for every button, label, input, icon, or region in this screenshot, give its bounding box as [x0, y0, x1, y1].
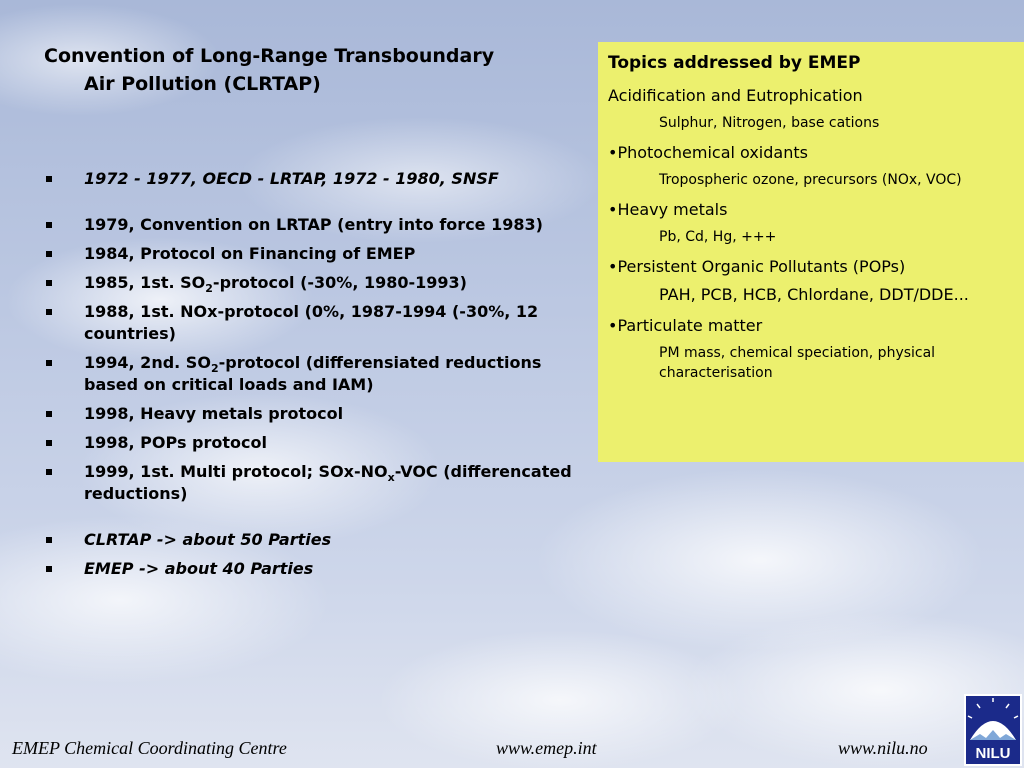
square-bullet-icon: [46, 280, 52, 286]
bullet-item: [44, 214, 589, 236]
nilu-logo: [964, 694, 1022, 766]
topics-panel: [598, 42, 1024, 462]
square-bullet-icon: [46, 469, 52, 475]
subscript: 2: [210, 362, 219, 376]
square-bullet-icon: [46, 309, 52, 315]
bullet-item: [44, 432, 589, 454]
bullet-text: -VOC (differencated reductions): [84, 462, 572, 503]
nilu-logo-text: NILU: [975, 745, 1011, 762]
subscript: x: [387, 471, 395, 485]
topic-detail: Sulphur, Nitrogen, base cations: [659, 115, 880, 131]
footer: [0, 738, 960, 766]
bullet-text: CLRTAP -> about 50 Parties: [84, 530, 332, 549]
bullet-text: 1994, 2nd. SO: [84, 353, 211, 372]
bullet-text: 1985, 1st. SO: [84, 273, 206, 292]
slide-title-line2: Air Pollution (CLRTAP): [84, 73, 321, 95]
square-bullet-icon: [46, 251, 52, 257]
footer-link-nilu[interactable]: www.nilu.no: [838, 738, 928, 758]
topic-heading: •Heavy metals: [608, 200, 728, 219]
bullet-text: EMEP -> about 40 Parties: [84, 559, 314, 578]
bullet-item: [44, 243, 589, 265]
square-bullet-icon: [46, 440, 52, 446]
square-bullet-icon: [46, 176, 52, 182]
bullet-item: [44, 168, 589, 190]
topic-heading: Acidification and Eutrophication: [608, 86, 863, 105]
bullet-item: [44, 403, 589, 425]
bullet-text: 1979, Convention on LRTAP (entry into force 1983): [84, 215, 543, 234]
topic-heading: •Persistent Organic Pollutants (POPs): [608, 257, 906, 276]
bullet-text: -protocol (-30%, 1980-1993): [212, 273, 467, 292]
square-bullet-icon: [46, 360, 52, 366]
bullet-item: [44, 272, 589, 294]
topic-detail: Tropospheric ozone, precursors (NOx, VOC): [659, 172, 962, 188]
topic-detail: PAH, PCB, HCB, Chlordane, DDT/DDE...: [659, 285, 969, 304]
footer-organization: EMEP Chemical Coordinating Centre: [12, 738, 287, 758]
bullet-text: -protocol (differensiated reductions based on critical loads and IAM): [84, 353, 542, 394]
topic-detail: Pb, Cd, Hg, +++: [659, 229, 777, 245]
bullet-text: 1984, Protocol on Financing of EMEP: [84, 244, 416, 263]
timeline-bullet-list: [44, 168, 589, 587]
bullet-item: [44, 461, 589, 505]
footer-link-emep[interactable]: www.emep.int: [496, 738, 597, 758]
bullet-item: [44, 352, 589, 396]
topics-title: Topics addressed by EMEP: [608, 53, 861, 73]
bullet-text: 1998, POPs protocol: [84, 433, 267, 452]
square-bullet-icon: [46, 566, 52, 572]
nilu-logo-graphic: [966, 696, 1020, 764]
bullet-text: 1999, 1st. Multi protocol; SOx-NO: [84, 462, 388, 481]
bullet-text: 1988, 1st. NOx-protocol (0%, 1987-1994 (-30%, 12 countries): [84, 302, 539, 343]
topic-heading: •Photochemical oxidants: [608, 143, 808, 162]
bullet-text: 1998, Heavy metals protocol: [84, 404, 344, 423]
bullet-item: [44, 558, 589, 580]
bullet-text: 1972 - 1977, OECD - LRTAP, 1972 - 1980, SNSF: [84, 169, 499, 188]
bullet-item: [44, 301, 589, 345]
slide-title: [44, 42, 574, 98]
bullet-item: [44, 529, 589, 551]
square-bullet-icon: [46, 411, 52, 417]
topic-detail: PM mass, chemical speciation, physical characterisation: [659, 345, 936, 381]
square-bullet-icon: [46, 537, 52, 543]
slide-title-line1: Convention of Long-Range Transboundary: [44, 45, 495, 67]
square-bullet-icon: [46, 222, 52, 228]
subscript: 2: [205, 282, 213, 296]
topic-heading: •Particulate matter: [608, 316, 763, 335]
